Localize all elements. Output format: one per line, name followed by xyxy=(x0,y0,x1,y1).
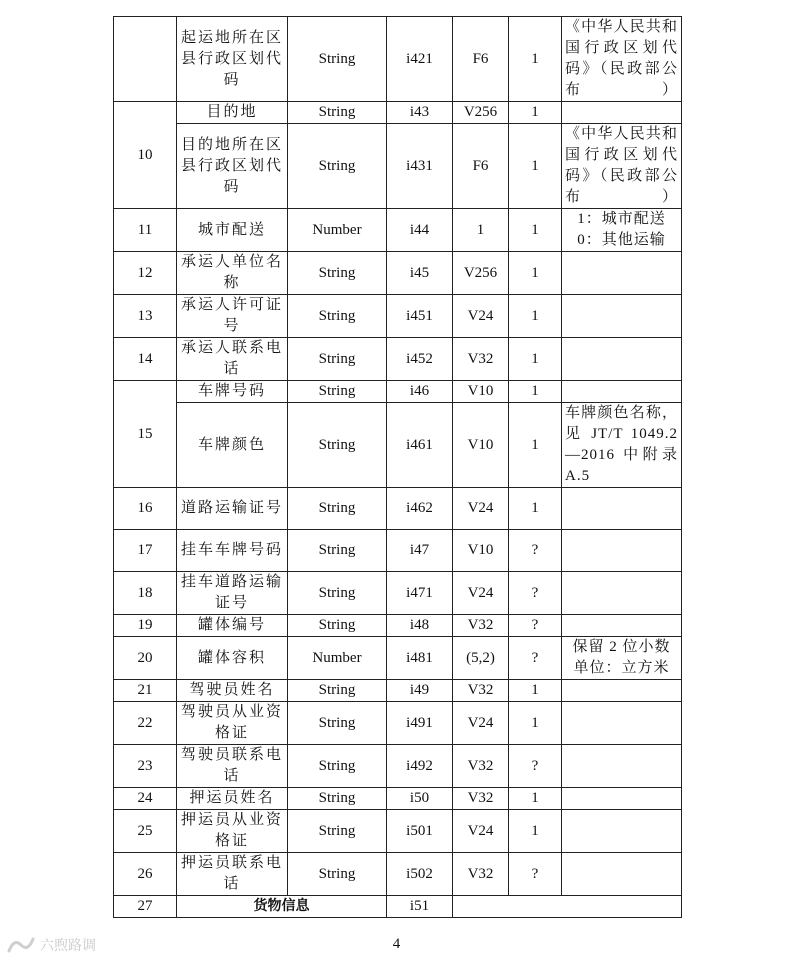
field-note xyxy=(562,637,682,680)
field-tag: i45 xyxy=(387,252,453,295)
table-row xyxy=(114,338,682,381)
row-number: 27 xyxy=(114,896,177,918)
row-number: 10 xyxy=(114,102,177,209)
field-note xyxy=(562,295,682,338)
field-format: V32 xyxy=(453,853,509,896)
field-tag: i492 xyxy=(387,745,453,788)
table-row xyxy=(114,124,682,209)
field-required: ? xyxy=(509,572,562,615)
row-number: 12 xyxy=(114,252,177,295)
field-note xyxy=(562,572,682,615)
field-format: (5,2) xyxy=(453,637,509,680)
field-name: 目的地 xyxy=(177,102,288,124)
table-row xyxy=(114,680,682,702)
row-number: 24 xyxy=(114,788,177,810)
field-format: V256 xyxy=(453,102,509,124)
field-name: 车牌颜色 xyxy=(177,403,288,488)
row-number xyxy=(114,17,177,102)
field-tag: i462 xyxy=(387,488,453,530)
field-note xyxy=(562,745,682,788)
field-note xyxy=(562,788,682,810)
field-required: 1 xyxy=(509,338,562,381)
row-number: 26 xyxy=(114,853,177,896)
table-row xyxy=(114,102,682,124)
field-name: 承运人联系电话 xyxy=(177,338,288,381)
field-required: 1 xyxy=(509,381,562,403)
field-tag: i502 xyxy=(387,853,453,896)
field-format: V32 xyxy=(453,788,509,810)
field-name: 车牌号码 xyxy=(177,381,288,403)
note-line: 1：城市配送 xyxy=(577,211,666,227)
field-note xyxy=(562,810,682,853)
table-row xyxy=(114,853,682,896)
field-type: String xyxy=(288,403,387,488)
field-name: 道路运输证号 xyxy=(177,488,288,530)
field-required: 1 xyxy=(509,17,562,102)
field-type: String xyxy=(288,680,387,702)
field-required: ? xyxy=(509,637,562,680)
row-number: 17 xyxy=(114,530,177,572)
field-type: String xyxy=(288,124,387,209)
field-format: V24 xyxy=(453,702,509,745)
field-note: 《中华人民共和国行政区划代码》（民政部公布） xyxy=(562,124,682,209)
field-format: V10 xyxy=(453,403,509,488)
field-empty xyxy=(453,896,682,918)
field-tag: i452 xyxy=(387,338,453,381)
field-tag: i47 xyxy=(387,530,453,572)
field-tag: i50 xyxy=(387,788,453,810)
table-row xyxy=(114,810,682,853)
field-name: 承运人单位名称 xyxy=(177,252,288,295)
field-format: V256 xyxy=(453,252,509,295)
field-type: String xyxy=(288,295,387,338)
field-note xyxy=(562,853,682,896)
field-name: 驾驶员从业资格证 xyxy=(177,702,288,745)
field-required: 1 xyxy=(509,403,562,488)
field-format: V10 xyxy=(453,381,509,403)
field-note: 《中华人民共和国行政区划代码》（民政部公布） xyxy=(562,17,682,102)
field-tag: i46 xyxy=(387,381,453,403)
field-required: ? xyxy=(509,745,562,788)
row-number: 22 xyxy=(114,702,177,745)
field-note xyxy=(562,209,682,252)
field-required: 1 xyxy=(509,124,562,209)
table-row xyxy=(114,488,682,530)
row-number: 11 xyxy=(114,209,177,252)
field-name: 挂车车牌号码 xyxy=(177,530,288,572)
field-required: ? xyxy=(509,615,562,637)
table-row xyxy=(114,209,682,252)
field-format: F6 xyxy=(453,124,509,209)
field-format: V10 xyxy=(453,530,509,572)
field-format: V32 xyxy=(453,680,509,702)
field-name: 目的地所在区县行政区划代码 xyxy=(177,124,288,209)
field-required: 1 xyxy=(509,252,562,295)
field-type: String xyxy=(288,745,387,788)
field-required: ? xyxy=(509,853,562,896)
field-note xyxy=(562,702,682,745)
field-name: 驾驶员姓名 xyxy=(177,680,288,702)
field-tag: i421 xyxy=(387,17,453,102)
field-required: 1 xyxy=(509,209,562,252)
row-number: 21 xyxy=(114,680,177,702)
field-tag: i43 xyxy=(387,102,453,124)
table-row xyxy=(114,637,682,680)
field-note xyxy=(562,338,682,381)
table-row xyxy=(114,572,682,615)
table-row xyxy=(114,745,682,788)
field-name: 挂车道路运输证号 xyxy=(177,572,288,615)
row-number: 20 xyxy=(114,637,177,680)
field-name: 驾驶员联系电话 xyxy=(177,745,288,788)
field-format: V24 xyxy=(453,810,509,853)
field-type: String xyxy=(288,702,387,745)
field-name: 押运员姓名 xyxy=(177,788,288,810)
field-name: 押运员联系电话 xyxy=(177,853,288,896)
field-required: 1 xyxy=(509,788,562,810)
table-row xyxy=(114,17,682,102)
data-spec-table xyxy=(113,16,682,918)
field-type: String xyxy=(288,530,387,572)
field-tag: i451 xyxy=(387,295,453,338)
page-number: 4 xyxy=(392,936,401,952)
field-tag: i481 xyxy=(387,637,453,680)
table-row xyxy=(114,295,682,338)
row-number: 18 xyxy=(114,572,177,615)
field-required: 1 xyxy=(509,295,562,338)
field-required: 1 xyxy=(509,702,562,745)
field-type: Number xyxy=(288,209,387,252)
row-number: 19 xyxy=(114,615,177,637)
field-note xyxy=(562,615,682,637)
note-line: 0：其他运输 xyxy=(577,232,666,248)
field-type: String xyxy=(288,381,387,403)
field-type: String xyxy=(288,810,387,853)
field-type: String xyxy=(288,572,387,615)
field-type: String xyxy=(288,788,387,810)
row-number: 23 xyxy=(114,745,177,788)
table-row xyxy=(114,615,682,637)
field-format: V32 xyxy=(453,338,509,381)
field-note xyxy=(562,488,682,530)
field-type: String xyxy=(288,488,387,530)
field-type: String xyxy=(288,338,387,381)
field-required: 1 xyxy=(509,102,562,124)
field-tag: i491 xyxy=(387,702,453,745)
field-tag: i51 xyxy=(387,896,453,918)
field-format: V24 xyxy=(453,572,509,615)
field-format: V32 xyxy=(453,745,509,788)
row-number: 25 xyxy=(114,810,177,853)
field-required: 1 xyxy=(509,488,562,530)
field-type: String xyxy=(288,252,387,295)
field-type: String xyxy=(288,17,387,102)
field-note xyxy=(562,102,682,124)
field-required: 1 xyxy=(509,680,562,702)
field-tag: i461 xyxy=(387,403,453,488)
field-note xyxy=(562,680,682,702)
row-number: 14 xyxy=(114,338,177,381)
field-format: F6 xyxy=(453,17,509,102)
table-row xyxy=(114,381,682,403)
field-type: String xyxy=(288,853,387,896)
field-name: 城市配送 xyxy=(177,209,288,252)
row-number: 16 xyxy=(114,488,177,530)
field-note xyxy=(562,530,682,572)
field-tag: i471 xyxy=(387,572,453,615)
field-format: 1 xyxy=(453,209,509,252)
field-name: 罐体编号 xyxy=(177,615,288,637)
field-format: V24 xyxy=(453,488,509,530)
field-name: 起运地所在区县行政区划代码 xyxy=(177,17,288,102)
table-row xyxy=(114,702,682,745)
table-row xyxy=(114,252,682,295)
field-required: 1 xyxy=(509,810,562,853)
field-note xyxy=(562,381,682,403)
field-name: 押运员从业资格证 xyxy=(177,810,288,853)
row-number: 13 xyxy=(114,295,177,338)
field-tag: i431 xyxy=(387,124,453,209)
watermark-text: 六煦路调 xyxy=(40,938,96,954)
field-type: String xyxy=(288,615,387,637)
note-line: 保留 2 位小数 xyxy=(572,639,671,655)
field-tag: i44 xyxy=(387,209,453,252)
field-note xyxy=(562,252,682,295)
field-name: 罐体容积 xyxy=(177,637,288,680)
field-format: V24 xyxy=(453,295,509,338)
field-name: 承运人许可证号 xyxy=(177,295,288,338)
table-row xyxy=(114,403,682,488)
row-number: 15 xyxy=(114,381,177,488)
field-tag: i501 xyxy=(387,810,453,853)
field-name: 货物信息 xyxy=(177,896,387,918)
field-note: 车牌颜色名称，见 JT/T 1049.2—2016 中附录 A.5 xyxy=(562,403,682,488)
field-tag: i48 xyxy=(387,615,453,637)
field-type: Number xyxy=(288,637,387,680)
table-row xyxy=(114,788,682,810)
note-line: 单位：立方米 xyxy=(573,660,670,676)
field-required: ? xyxy=(509,530,562,572)
field-tag: i49 xyxy=(387,680,453,702)
table-row xyxy=(114,530,682,572)
field-format: V32 xyxy=(453,615,509,637)
field-type: String xyxy=(288,102,387,124)
table-row xyxy=(114,896,682,918)
